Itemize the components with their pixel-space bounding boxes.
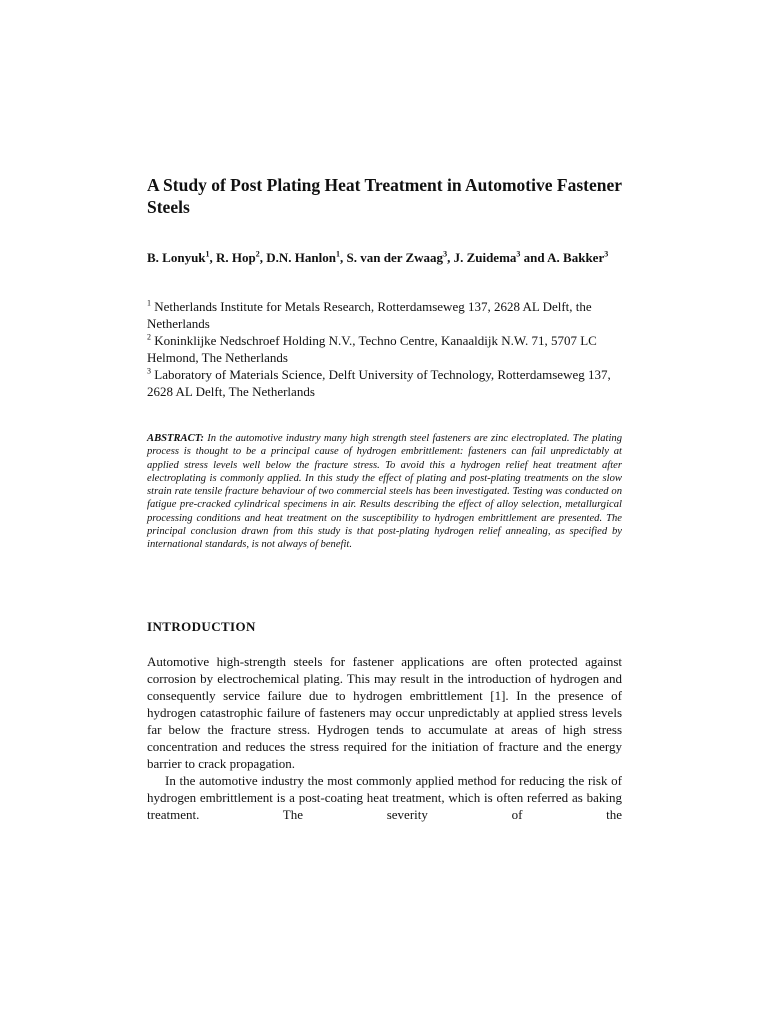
author: S. van der Zwaag$^3$ (346, 249, 448, 265)
author: B. Lonyuk$^1$ (147, 249, 210, 265)
author: A. Bakker$^3$ (547, 249, 609, 265)
paragraph: In the automotive industry the most commonly applied method for reducing the risk of hydrogen embrittlement is a post-coating heat treatment, which is often referred as baking treatment. The severity of the (147, 773, 622, 822)
abstract-label: ABSTRACT: (147, 433, 204, 444)
abstract (147, 432, 622, 552)
affiliation-list (147, 298, 622, 400)
abstract-text: In the automotive industry many high strength steel fasteners are zinc electroplated. The plating process is thought to be a principal cause of hydrogen embrittlement: fasteners can fail unpredictably at applied stress levels well below the fracture stress. To avoid this a hydrogen relief heat treatment after electroplating is commonly applied. In this study the effect of plating and post-plating treatments on the slow strain rate tensile fracture behaviour of two commercial steels has been investigated. Testing was conducted on fatigue pre-cracked cylindrical specimens in air. Results describing the effect of alloy selection, metallurgical processing conditions and heat treatment on the susceptibility to hydrogen embrittlement are presented. The principal conclusion drawn from this study is that post-plating hydrogen relief annealing, as specified by international standards, is not always of benefit. (147, 433, 622, 551)
affiliation: $^3$ Laboratory of Materials Science, Delft University of Technology, Rotterdamseweg 137, 2628 AL Delft, The Netherlands (147, 366, 611, 399)
author: D.N. Hanlon$^1$ (266, 249, 340, 265)
introduction-body (147, 653, 622, 823)
paragraph: Automotive high-strength steels for fastener applications are often protected against corrosion by electrochemical plating. This may result in the introduction of hydrogen and consequently service failure due to hydrogen embrittlement [1]. In the presence of hydrogen catastrophic failure of fasteners may occur unpredictably at applied stress levels far below the fracture stress. Hydrogen tends to accumulate at areas of high stress concentration and reduces the stress required for the initiation of fracture and the energy barrier to crack propagation. (147, 654, 622, 771)
author-list: B. Lonyuk$^1$, R. Hop$^2$, D.N. Hanlon$^1$, S. van der Zwaag$^3$, J. Zuidema$^3$ and A. Bakker$^3$ (147, 249, 609, 265)
author: R. Hop$^2$ (216, 249, 260, 265)
author: J. Zuidema$^3$ (453, 249, 521, 265)
paper-title: A Study of Post Plating Heat Treatment in Automotive Fastener Steels (147, 175, 622, 217)
section-heading-introduction: INTRODUCTION (147, 619, 256, 634)
affiliation: $^2$ Koninklijke Nedschroef Holding N.V., Techno Centre, Kanaaldijk N.W. 71, 5707 LC Helmond, The Netherlands (147, 332, 597, 365)
affiliation: $^1$ Netherlands Institute for Metals Research, Rotterdamseweg 137, 2628 AL Delft, the Netherlands (147, 298, 592, 331)
